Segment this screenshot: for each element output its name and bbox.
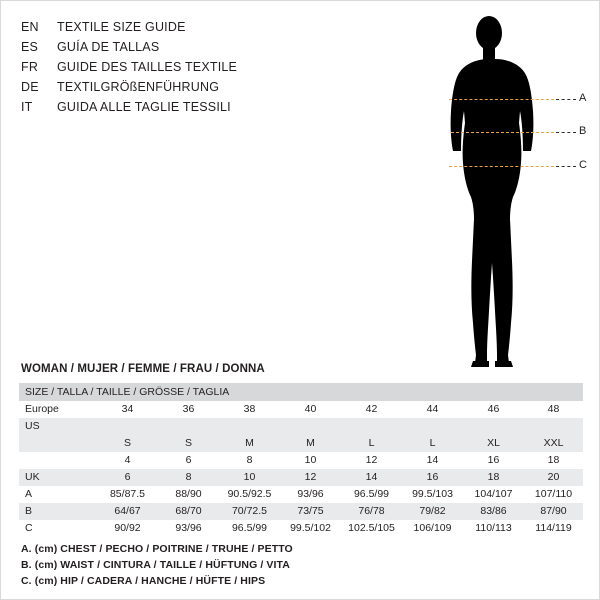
- cell: 70/72.5: [219, 503, 280, 520]
- row-label-a: A: [19, 486, 97, 503]
- language-row-fr: [21, 57, 351, 77]
- language-row-it: [21, 97, 351, 117]
- cell: 99.5/102: [280, 520, 341, 537]
- cell: 16: [402, 469, 463, 486]
- cell: [463, 418, 524, 435]
- measure-line-c: [449, 166, 554, 167]
- cell: 96.5/99: [219, 520, 280, 537]
- language-title-it: GUIDA ALLE TAGLIE TESSILI: [57, 100, 231, 114]
- language-title-block: [21, 17, 351, 117]
- table-row: [19, 452, 583, 469]
- legend-item-a: A. (cm) CHEST / PECHO / POITRINE / TRUHE / PETTO: [21, 543, 293, 555]
- cell: 79/82: [402, 503, 463, 520]
- cell: 38: [219, 401, 280, 418]
- cell: [524, 418, 583, 435]
- cell: 73/75: [280, 503, 341, 520]
- row-label-us-letter: [19, 435, 97, 452]
- language-code-fr: FR: [21, 60, 39, 74]
- cell: 68/70: [158, 503, 219, 520]
- measurement-legend: [21, 541, 581, 589]
- cell: 85/87.5: [97, 486, 158, 503]
- woman-section-heading: WOMAN / MUJER / FEMME / FRAU / DONNA: [21, 363, 265, 375]
- cell: M: [219, 435, 280, 452]
- cell: [97, 418, 158, 435]
- measure-line-a-ext: [556, 99, 576, 100]
- cell: 6: [158, 452, 219, 469]
- cell: [158, 418, 219, 435]
- cell: 93/96: [280, 486, 341, 503]
- cell: XXL: [524, 435, 583, 452]
- cell: 106/109: [402, 520, 463, 537]
- row-label-c: C: [19, 520, 97, 537]
- cell: 14: [402, 452, 463, 469]
- table-row: [19, 469, 583, 486]
- cell: 87/90: [524, 503, 583, 520]
- language-code-it: IT: [21, 100, 33, 114]
- cell: 40: [280, 401, 341, 418]
- row-label-us-number: [19, 452, 97, 469]
- cell: 96.5/99: [341, 486, 402, 503]
- table-row: [19, 503, 583, 520]
- cell: 10: [280, 452, 341, 469]
- cell: 36: [158, 401, 219, 418]
- cell: 104/107: [463, 486, 524, 503]
- measure-line-a: [449, 99, 554, 100]
- language-row-es: [21, 37, 351, 57]
- table-header-row: [19, 383, 583, 401]
- cell: [341, 418, 402, 435]
- cell: S: [97, 435, 158, 452]
- language-row-de: [21, 77, 351, 97]
- cell: 44: [402, 401, 463, 418]
- language-title-fr: GUIDE DES TAILLES TEXTILE: [57, 60, 238, 74]
- language-title-de: TEXTILGRÖßENFÜHRUNG: [57, 80, 220, 94]
- measure-line-c-ext: [556, 166, 576, 167]
- cell: 20: [524, 469, 583, 486]
- cell: 48: [524, 401, 583, 418]
- cell: 16: [463, 452, 524, 469]
- table-row: [19, 435, 583, 452]
- cell: 14: [341, 469, 402, 486]
- cell: 88/90: [158, 486, 219, 503]
- size-table: [19, 383, 583, 537]
- cell: 93/96: [158, 520, 219, 537]
- measure-line-b: [451, 132, 554, 133]
- table-row: [19, 486, 583, 503]
- table-row: [19, 520, 583, 537]
- cell: 8: [158, 469, 219, 486]
- cell: [280, 418, 341, 435]
- cell: 12: [341, 452, 402, 469]
- table-row: [19, 418, 583, 435]
- cell: 90/92: [97, 520, 158, 537]
- row-label-b: B: [19, 503, 97, 520]
- cell: 6: [97, 469, 158, 486]
- legend-item-b: B. (cm) WAIST / CINTURA / TAILLE / HÜFTUNG / VITA: [21, 559, 290, 571]
- cell: 42: [341, 401, 402, 418]
- language-code-en: EN: [21, 20, 39, 34]
- language-row-en: [21, 17, 351, 37]
- cell: 90.5/92.5: [219, 486, 280, 503]
- cell: 12: [280, 469, 341, 486]
- cell: 99.5/103: [402, 486, 463, 503]
- cell: L: [341, 435, 402, 452]
- row-label-europe: Europe: [19, 401, 97, 418]
- cell: [219, 418, 280, 435]
- cell: 18: [463, 469, 524, 486]
- size-table-wrapper: [19, 383, 583, 537]
- measure-label-b: B: [579, 125, 587, 137]
- cell: 10: [219, 469, 280, 486]
- language-title-es: GUÍA DE TALLAS: [57, 40, 160, 54]
- cell: 46: [463, 401, 524, 418]
- cell: 83/86: [463, 503, 524, 520]
- cell: 102.5/105: [341, 520, 402, 537]
- table-row: [19, 401, 583, 418]
- cell: XL: [463, 435, 524, 452]
- row-label-us: US: [19, 418, 97, 435]
- cell: 76/78: [341, 503, 402, 520]
- cell: M: [280, 435, 341, 452]
- language-code-de: DE: [21, 80, 39, 94]
- cell: 8: [219, 452, 280, 469]
- cell: 18: [524, 452, 583, 469]
- measure-label-c: C: [579, 159, 587, 171]
- cell: 110/113: [463, 520, 524, 537]
- figure-area: [401, 11, 591, 371]
- cell: 114/119: [524, 520, 583, 537]
- measure-label-a: A: [579, 92, 587, 104]
- cell: [402, 418, 463, 435]
- cell: 107/110: [524, 486, 583, 503]
- language-title-en: TEXTILE SIZE GUIDE: [57, 20, 186, 34]
- cell: S: [158, 435, 219, 452]
- cell: 4: [97, 452, 158, 469]
- measure-line-b-ext: [556, 132, 576, 133]
- language-code-es: ES: [21, 40, 39, 54]
- table-header-label: SIZE / TALLA / TAILLE / GRÖSSE / TAGLIA: [19, 383, 583, 401]
- female-silhouette-icon: [401, 11, 591, 371]
- legend-item-c: C. (cm) HIP / CADERA / HANCHE / HÜFTE / HIPS: [21, 575, 266, 587]
- cell: L: [402, 435, 463, 452]
- cell: 64/67: [97, 503, 158, 520]
- cell: 34: [97, 401, 158, 418]
- row-label-uk: UK: [19, 469, 97, 486]
